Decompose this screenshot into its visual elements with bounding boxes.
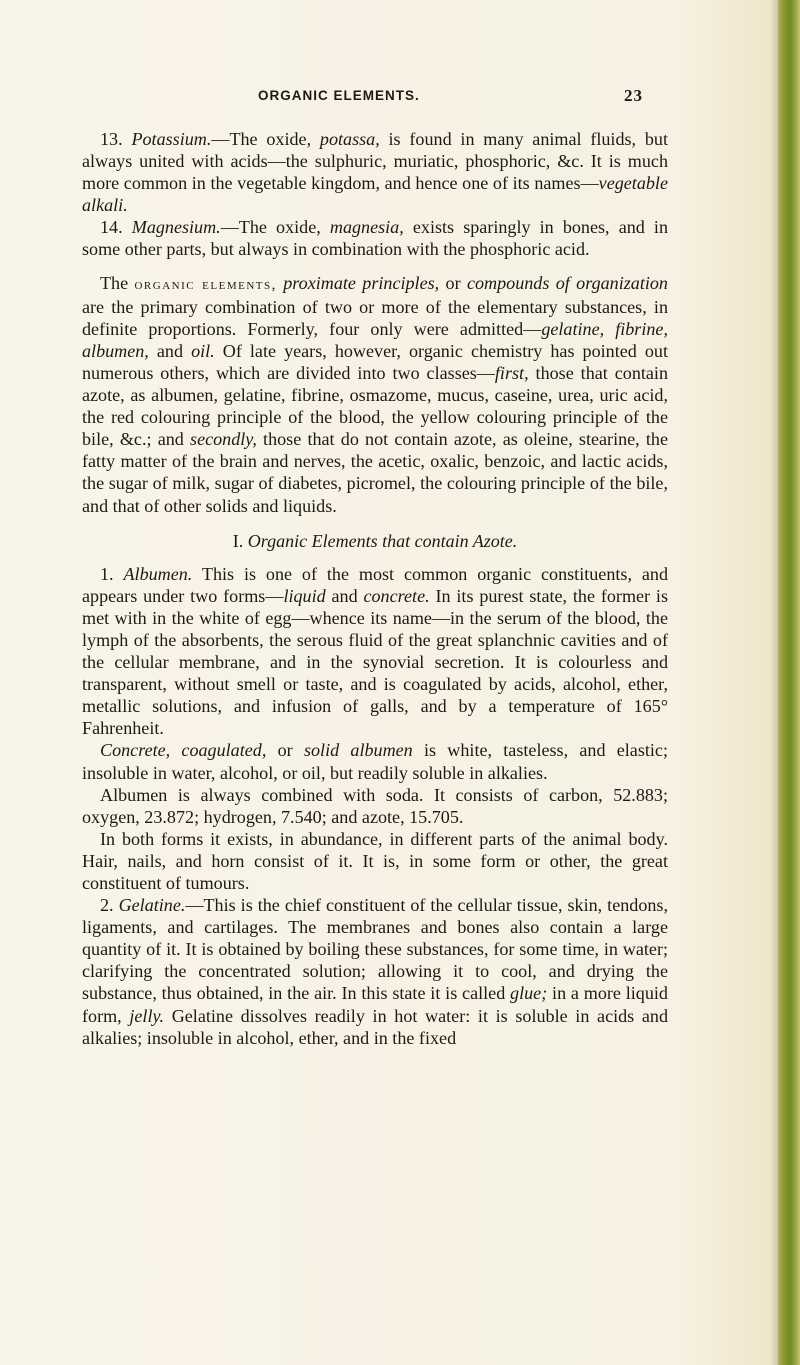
term-organic-elements: organic elements,	[134, 276, 277, 293]
paragraph-albumen-forms: In both forms it exists, in abundance, in different parts of the animal body. Hair, nails, and horn consist of it. It is, in some form or other, the great constituent of tumours.	[82, 828, 668, 893]
book-spine-edge	[778, 0, 800, 1365]
term-potassium: Potassium.	[131, 129, 212, 149]
spacer	[82, 552, 668, 563]
paragraph-gelatine: 2. Gelatine.—This is the chief constituent of the cellular tissue, skin, tendons, ligaments, and cartilages. The membranes and bones also contain a large quantity of it. It is obtained by boiling these substances, for some time, in water; clarifying the concentrated solution; allowing it to cool, and drying the substance, thus obtained, in the air. In this state it is called glue; in a more liquid form, jelly. Gelatine dissolves readily in hot water: it is soluble in acids and alkalies; insoluble in alcohol, ether, and in the fixed	[82, 895, 668, 1048]
paragraph-magnesium: 14. Magnesium.—The oxide, magnesia, exists sparingly in bones, and in some other parts, but always in combination with the phosphoric acid.	[82, 217, 668, 260]
paragraph-albumen: 1. Albumen. This is one of the most common organic constituents, and appears under two forms—liquid and concrete. In its purest state, the former is met with in the white of egg—whence its name—in the serum of the blood, the lymph of the absorbents, the serous fluid of the great splanchnic cavities and of the cellular membrane, and in the synovial secretion. It is colourless and transparent, without smell or taste, and is coagulated by acids, alcohol, ether, metallic solutions, and infusion of galls, and by a temperature of 165° Fahrenheit.	[82, 563, 668, 739]
body-text	[82, 128, 668, 1049]
term-gelatine: Gelatine.	[118, 895, 186, 916]
page-header	[0, 88, 800, 114]
section-heading: I. Organic Elements that contain Azote.	[232, 530, 518, 551]
paragraph-albumen-soda: Albumen is always combined with soda. It consists of carbon, 52.883; oxygen, 23.872; hydrogen, 7.540; and azote, 15.705.	[82, 784, 668, 827]
paragraph-concrete-albumen: Concrete, coagulated, or solid albumen is white, tasteless, and elastic; insoluble in water, alcohol, or oil, but readily soluble in alkalies.	[82, 740, 668, 783]
spacer	[82, 517, 668, 530]
page-gutter-shadow	[770, 0, 778, 1365]
spacer	[82, 261, 668, 272]
page-number: 23	[624, 86, 643, 105]
term-albumen: Albumen.	[123, 563, 193, 584]
paragraph-potassium: 13. Potassium.—The oxide, potassa, is found in many animal fluids, but always united with acids—the sulphuric, muriatic, phosphoric, &c. It is much more common in the vegetable kingdom, and hence one of its names—vegetable alkali.	[82, 129, 668, 216]
running-title: ORGANIC ELEMENTS.	[258, 88, 420, 103]
term-magnesium: Magnesium.	[131, 217, 221, 238]
paragraph-organic-elements: The organic elements, proximate principles, or compounds of organization are the primary combination of two or more of the elementary substances, in definite proportions. Formerly, four only were admitted—gelatine, fibrine, albumen, and oil. Of late years, however, organic chemistry has pointed out numerous others, which are divided into two classes—first, those that contain azote, as albumen, gelatine, fibrine, osmazome, mucus, caseine, urea, uric acid, the red colouring principle of the blood, the yellow colouring principle of the bile, &c.; and secondly, those that do not contain azote, as oleine, stearine, the fatty matter of the brain and nerves, the acetic, oxalic, benzoic, and lactic acids, the sugar of milk, sugar of diabetes, picromel, the colouring principle of the bile, and that of other solids and liquids.	[82, 272, 669, 516]
